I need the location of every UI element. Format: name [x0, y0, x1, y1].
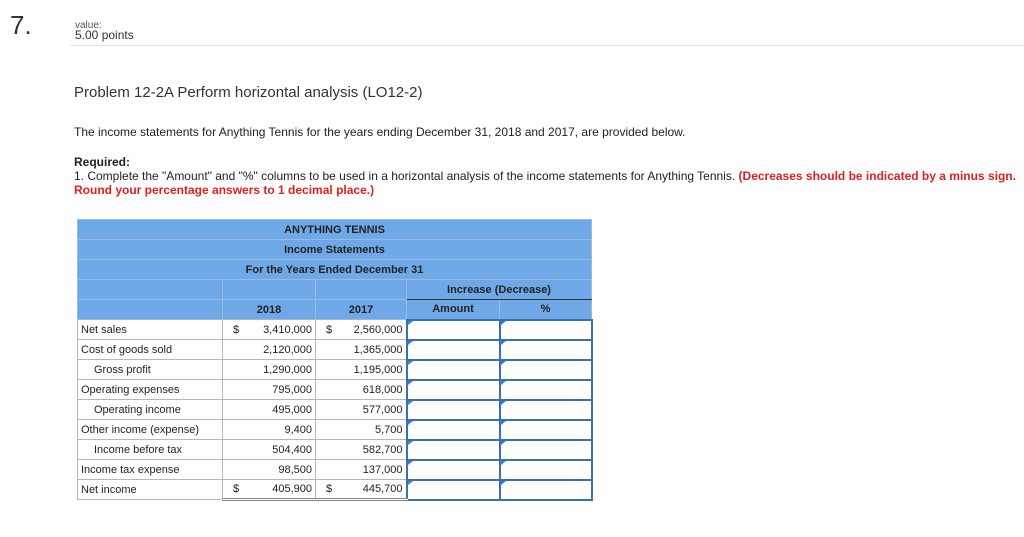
row-label: Income before tax	[78, 440, 223, 460]
value-2018: 9,400	[223, 420, 316, 440]
row-label: Net sales	[78, 320, 223, 340]
increase-decrease-header: Increase (Decrease)	[407, 280, 592, 300]
value-2017: 582,700	[316, 440, 407, 460]
table-row	[78, 340, 592, 360]
percent-input[interactable]	[500, 400, 592, 420]
table-row	[78, 360, 592, 380]
header-2017: 2017	[316, 300, 407, 320]
value-2017: 577,000	[316, 400, 407, 420]
header-2018: 2018	[223, 300, 316, 320]
amount-input[interactable]	[407, 460, 500, 480]
table-row	[78, 320, 592, 340]
amount-input[interactable]	[407, 380, 500, 400]
percent-input[interactable]	[500, 460, 592, 480]
table-row	[78, 440, 592, 460]
value-2017: 5,700	[316, 420, 407, 440]
amount-input[interactable]	[407, 360, 500, 380]
row-label: Gross profit	[78, 360, 223, 380]
value-2018: $ 3,410,000	[223, 320, 316, 340]
problem-title: Problem 12-2A Perform horizontal analysis (LO12-2)	[74, 84, 423, 101]
currency-symbol: $	[326, 323, 333, 336]
row-label: Cost of goods sold	[78, 340, 223, 360]
percent-input[interactable]	[500, 480, 592, 500]
value-2018: $ 405,900	[223, 480, 316, 500]
value-2017: 137,000	[316, 460, 407, 480]
table-row	[78, 420, 592, 440]
value-2017: $ 2,560,000	[316, 320, 407, 340]
amount-input[interactable]	[407, 340, 500, 360]
amount-input[interactable]	[407, 440, 500, 460]
points-value: 5.00 points	[75, 28, 134, 42]
currency-symbol: $	[233, 323, 240, 336]
table-row	[78, 480, 592, 500]
value-2017: $ 445,700	[316, 480, 407, 500]
amount-input[interactable]	[407, 400, 500, 420]
required-label: Required:	[74, 155, 131, 169]
row-label: Operating expenses	[78, 380, 223, 400]
table-row	[78, 400, 592, 420]
amount-input[interactable]	[407, 320, 500, 340]
header-amount: Amount	[407, 300, 500, 320]
required-section	[74, 155, 1019, 197]
statement-name: Income Statements	[78, 240, 592, 260]
percent-input[interactable]	[500, 340, 592, 360]
percent-input[interactable]	[500, 420, 592, 440]
required-text: 1. Complete the "Amount" and "%" columns to be used in a horizontal analysis of the income statements for Anything Tennis.	[74, 169, 736, 183]
period: For the Years Ended December 31	[78, 260, 592, 280]
value-2018: 495,000	[223, 400, 316, 420]
question-number: 7.	[10, 10, 32, 40]
value-2018: 2,120,000	[223, 340, 316, 360]
company-name: ANYTHING TENNIS	[78, 220, 592, 240]
header-percent: %	[500, 300, 592, 320]
value-2017: 618,000	[316, 380, 407, 400]
value-2018: 1,290,000	[223, 360, 316, 380]
percent-input[interactable]	[500, 440, 592, 460]
table-row	[78, 380, 592, 400]
value-2018: 504,400	[223, 440, 316, 460]
table-row	[78, 460, 592, 480]
income-statement-table	[77, 219, 593, 501]
value-2017: 1,195,000	[316, 360, 407, 380]
value-label: value:	[75, 20, 102, 31]
currency-symbol: $	[233, 483, 240, 495]
value-2017: 1,365,000	[316, 340, 407, 360]
amount-input[interactable]	[407, 420, 500, 440]
currency-symbol: $	[326, 483, 333, 495]
row-label: Operating income	[78, 400, 223, 420]
row-label: Other income (expense)	[78, 420, 223, 440]
row-label: Income tax expense	[78, 460, 223, 480]
required-note: (Decreases should be indicated by a minus sign. Round your percentage answers to 1 decimal place.)	[74, 169, 1016, 197]
percent-input[interactable]	[500, 360, 592, 380]
value-2018: 795,000	[223, 380, 316, 400]
intro-text: The income statements for Anything Tennis for the years ending December 31, 2018 and 2017, are provided below.	[74, 125, 686, 139]
percent-input[interactable]	[500, 380, 592, 400]
amount-input[interactable]	[407, 480, 500, 500]
divider	[70, 45, 1024, 46]
percent-input[interactable]	[500, 320, 592, 340]
value-2018: 98,500	[223, 460, 316, 480]
row-label: Net income	[78, 480, 223, 500]
